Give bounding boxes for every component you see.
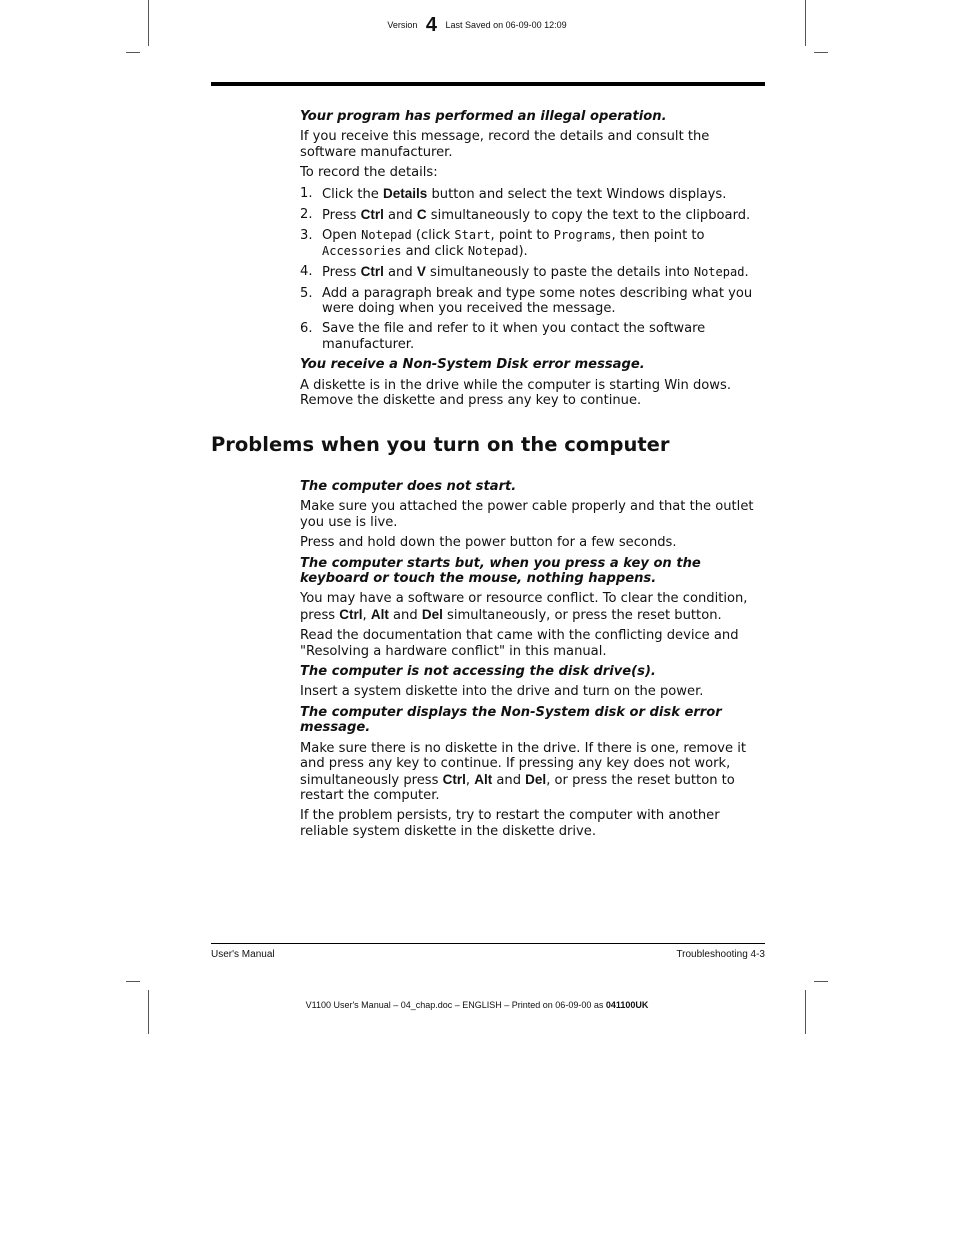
version-number: 4 (425, 14, 438, 36)
list-item (300, 207, 765, 223)
paragraph: Press and hold down the power button for a few seconds. (300, 535, 677, 551)
footer-right: Troubleshooting 4-3 (676, 949, 765, 960)
step-number: 2. (300, 207, 313, 223)
text: Press (322, 265, 361, 281)
code-term: Start (454, 228, 491, 243)
text: You may have a software or resource conflict. To clear the condition, press (300, 591, 748, 623)
paragraph (300, 591, 765, 623)
key-label: Ctrl (360, 207, 384, 223)
crop-mark (126, 52, 140, 53)
code-term: Notepad (693, 265, 745, 280)
step-number: 1. (300, 185, 313, 201)
crop-mark (805, 990, 806, 1034)
text: ). (518, 243, 528, 259)
text: , point to (490, 228, 554, 244)
subheading-nothing-happens: The computer starts but, when you press a key on the keyboard or touch the mouse, nothing happens. (300, 555, 701, 587)
key-label: Alt (370, 606, 389, 622)
crop-mark (148, 990, 149, 1034)
version-label: Version (387, 20, 418, 30)
crop-mark (126, 981, 140, 982)
text: and (383, 265, 417, 281)
last-saved: Last Saved on 06-09-00 12:09 (445, 20, 567, 30)
text: and (383, 208, 417, 224)
print-code: 041100UK (605, 1000, 649, 1010)
text: and (492, 772, 526, 788)
footer-rule (211, 943, 765, 944)
text: Click the (322, 186, 384, 202)
content-block-section (300, 479, 765, 844)
code-term: Notepad (361, 228, 412, 243)
text: , (362, 607, 371, 623)
key-label: Details (383, 185, 428, 201)
crop-mark (814, 52, 828, 53)
section-title: Problems when you turn on the computer (211, 433, 670, 456)
text: Open (322, 228, 362, 244)
print-info: V1100 User's Manual – 04_chap.doc – ENGLISH – Printed on 06-09-00 as (305, 1000, 606, 1010)
list-item (300, 228, 765, 259)
text: , or press the reset button to restart the computer. (300, 772, 735, 803)
subheading-illegal-operation: Your program has performed an illegal operation. (300, 109, 667, 124)
paragraph: If you receive this message, record the details and consult the software manufacturer. (300, 129, 710, 160)
list-item (300, 264, 765, 280)
text: , (465, 772, 475, 788)
paragraph: If the problem persists, try to restart the computer with another reliable system diskette in the diskette drive. (300, 808, 720, 839)
crop-mark (814, 981, 828, 982)
text: Make sure there is no diskette in the drive. If there is one, remove it and press any key to continue. If pressing any key does not work, simultaneously press (300, 740, 747, 788)
text: button and select the text Windows displays. (427, 186, 727, 202)
text: and click (401, 243, 468, 259)
paragraph: Read the documentation that came with the conflicting device and "Resolving a hardware conflict" in this manual. (300, 628, 739, 659)
key-label: C (416, 207, 427, 223)
text: and (388, 607, 422, 623)
key-label: Alt (474, 771, 493, 787)
step-number: 3. (300, 228, 313, 244)
print-line (0, 1000, 954, 1010)
text: , then point to (611, 228, 705, 244)
code-term: Notepad (467, 243, 519, 258)
paragraph: Make sure you attached the power cable properly and that the outlet you use is live. (300, 499, 754, 530)
text: Save the file and refer to it when you contact the software manufacturer. (322, 321, 706, 352)
page-header (0, 14, 954, 37)
code-term: Programs (553, 228, 612, 243)
key-label: Del (421, 606, 443, 622)
steps-list (300, 186, 765, 353)
step-number: 6. (300, 321, 313, 337)
text: Press (322, 208, 361, 224)
key-label: Ctrl (442, 771, 466, 787)
key-label: V (416, 264, 426, 280)
text: simultaneously to copy the text to the clipboard. (426, 208, 751, 224)
text: (click (411, 228, 455, 244)
list-item (300, 321, 765, 352)
text: simultaneously to paste the details into (425, 265, 694, 281)
subheading-non-system-disk: You receive a Non-System Disk error message. (300, 357, 645, 373)
key-label: Del (525, 771, 547, 787)
paragraph: To record the details: (300, 165, 438, 181)
text: simultaneously, or press the reset button. (442, 607, 722, 623)
list-item (300, 186, 765, 202)
paragraph (300, 741, 765, 804)
text: Add a paragraph break and type some notes describing what you were doing when you received the message. (322, 285, 753, 317)
text: . (744, 265, 749, 281)
key-label: Ctrl (360, 264, 384, 280)
subheading-disk-error: The computer displays the Non-System disk or disk error message. (300, 704, 722, 736)
code-term: Accessories (322, 243, 402, 258)
paragraph: A diskette is in the drive while the computer is starting Win dows. Remove the diskette and press any key to continue. (300, 377, 731, 409)
subheading-does-not-start: The computer does not start. (300, 479, 517, 494)
step-number: 4. (300, 264, 313, 280)
step-number: 5. (300, 285, 313, 301)
subheading-disk-drives: The computer is not accessing the disk drive(s). (300, 664, 656, 680)
header-rule (211, 82, 765, 86)
key-label: Ctrl (339, 606, 363, 622)
footer-left: User's Manual (211, 949, 275, 960)
list-item (300, 286, 765, 317)
paragraph: Insert a system diskette into the drive and turn on the power. (300, 684, 704, 700)
content-block-top (300, 109, 765, 414)
